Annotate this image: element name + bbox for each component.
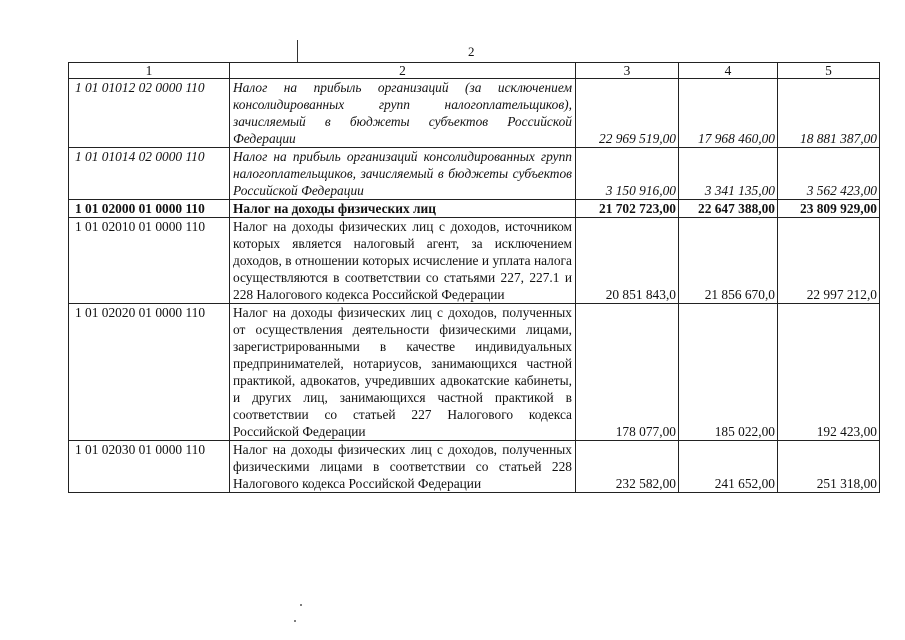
column-header: 5 bbox=[778, 63, 880, 79]
table-row bbox=[69, 148, 880, 200]
table-row bbox=[69, 304, 880, 441]
budget-code: 1 01 01012 02 0000 110 bbox=[69, 79, 230, 148]
amount-col5: 192 423,00 bbox=[778, 304, 880, 441]
amount-col3: 20 851 843,0 bbox=[576, 218, 679, 304]
budget-code: 1 01 02020 01 0000 110 bbox=[69, 304, 230, 441]
row-description: Налог на доходы физических лиц с доходов, полученных от осуществления деятельности физическими лицами, зарегистрированными в качестве индивидуальных предпринимателей, нотариусов, занимающихся частной практикой, адвокатов, учредивших адвокатские кабинеты, и других лиц, занимающихся частной практикой в соответствии со статьей 227 Налогового кодекса Российской Федерации bbox=[230, 304, 576, 441]
amount-col3: 21 702 723,00 bbox=[576, 200, 679, 218]
budget-code: 1 01 02030 01 0000 110 bbox=[69, 441, 230, 493]
amount-col5: 18 881 387,00 bbox=[778, 79, 880, 148]
amount-col5: 251 318,00 bbox=[778, 441, 880, 493]
amount-col4: 241 652,00 bbox=[679, 441, 778, 493]
row-description: Налог на доходы физических лиц с доходов, полученных физическими лицами в соответствии со статьей 228 Налогового кодекса Российской Федерации bbox=[230, 441, 576, 493]
revenue-table bbox=[68, 62, 880, 493]
amount-col5: 22 997 212,0 bbox=[778, 218, 880, 304]
scan-mark bbox=[297, 40, 298, 62]
budget-code: 1 01 01014 02 0000 110 bbox=[69, 148, 230, 200]
amount-col4: 17 968 460,00 bbox=[679, 79, 778, 148]
row-description: Налог на доходы физических лиц bbox=[230, 200, 576, 218]
amount-col4: 185 022,00 bbox=[679, 304, 778, 441]
row-description: Налог на прибыль организаций (за исключением консолидированных групп налогоплательщиков), зачисляемый в бюджеты субъектов Российской Федерации bbox=[230, 79, 576, 148]
budget-code: 1 01 02010 01 0000 110 bbox=[69, 218, 230, 304]
column-header: 3 bbox=[576, 63, 679, 79]
table-row bbox=[69, 218, 880, 304]
table-row bbox=[69, 79, 880, 148]
amount-col4: 3 341 135,00 bbox=[679, 148, 778, 200]
table-row-total bbox=[69, 200, 880, 218]
amount-col4: 21 856 670,0 bbox=[679, 218, 778, 304]
amount-col3: 3 150 916,00 bbox=[576, 148, 679, 200]
row-description: Налог на прибыль организаций консолидированных групп налогоплательщиков, зачисляемый в бюджеты субъектов Российской Федерации bbox=[230, 148, 576, 200]
column-header: 2 bbox=[230, 63, 576, 79]
scan-dot bbox=[300, 604, 302, 606]
amount-col3: 22 969 519,00 bbox=[576, 79, 679, 148]
amount-col5: 3 562 423,00 bbox=[778, 148, 880, 200]
row-description: Налог на доходы физических лиц с доходов, источником которых является налоговый агент, за исключением доходов, в отношении которых исчисление и уплата налога осуществляются в соответствии со статьями 227, 227.1 и 228 Налогового кодекса Российской Федерации bbox=[230, 218, 576, 304]
budget-code: 1 01 02000 01 0000 110 bbox=[69, 200, 230, 218]
amount-col5: 23 809 929,00 bbox=[778, 200, 880, 218]
scan-dot bbox=[294, 620, 296, 622]
amount-col4: 22 647 388,00 bbox=[679, 200, 778, 218]
table-row bbox=[69, 441, 880, 493]
table-header-row bbox=[69, 63, 880, 79]
page-number: 2 bbox=[468, 44, 475, 59]
amount-col3: 232 582,00 bbox=[576, 441, 679, 493]
amount-col3: 178 077,00 bbox=[576, 304, 679, 441]
column-header: 1 bbox=[69, 63, 230, 79]
column-header: 4 bbox=[679, 63, 778, 79]
